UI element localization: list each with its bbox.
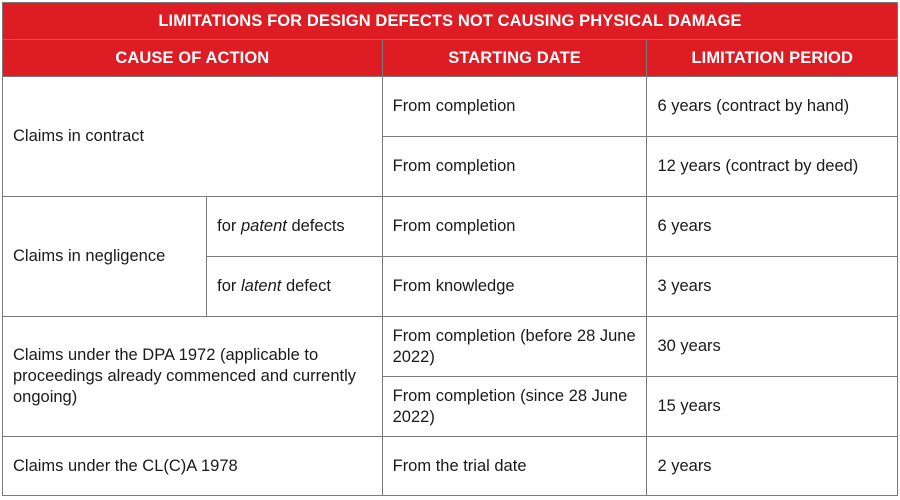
period-latent: 3 years [647,257,898,317]
cause-clca: Claims under the CL(C)A 1978 [3,437,383,496]
start-contract-deed: From completion [382,137,647,197]
cause-dpa: Claims under the DPA 1972 (applicable to proceedings already commenced and currently ongoing) [3,317,383,437]
table-row [3,437,898,496]
cause-contract: Claims in contract [3,77,383,197]
period-patent: 6 years [647,197,898,257]
sub-latent-defect [207,257,382,317]
sub-emphasis: latent [241,277,282,295]
header-starting-date: STARTING DATE [382,40,647,77]
start-clca: From the trial date [382,437,647,496]
limitations-table [2,2,898,496]
start-dpa-since: From completion (since 28 June 2022) [382,377,647,437]
cause-negligence: Claims in negligence [3,197,207,317]
sub-emphasis: patent [241,217,287,235]
sub-prefix: for [217,277,241,295]
start-patent: From completion [382,197,647,257]
period-dpa-since: 15 years [647,377,898,437]
sub-suffix: defects [286,217,345,235]
table-row [3,317,898,377]
sub-suffix: defect [281,277,331,295]
period-clca: 2 years [647,437,898,496]
sub-patent-defects [207,197,382,257]
sub-prefix: for [217,217,241,235]
table-row [3,77,898,137]
table-title: LIMITATIONS FOR DESIGN DEFECTS NOT CAUSING PHYSICAL DAMAGE [3,3,898,40]
period-contract-hand: 6 years (contract by hand) [647,77,898,137]
header-limitation-period: LIMITATION PERIOD [647,40,898,77]
start-latent: From knowledge [382,257,647,317]
period-contract-deed: 12 years (contract by deed) [647,137,898,197]
start-dpa-before: From completion (before 28 June 2022) [382,317,647,377]
start-contract-hand: From completion [382,77,647,137]
header-cause-of-action: CAUSE OF ACTION [3,40,383,77]
period-dpa-before: 30 years [647,317,898,377]
table-row [3,197,898,257]
